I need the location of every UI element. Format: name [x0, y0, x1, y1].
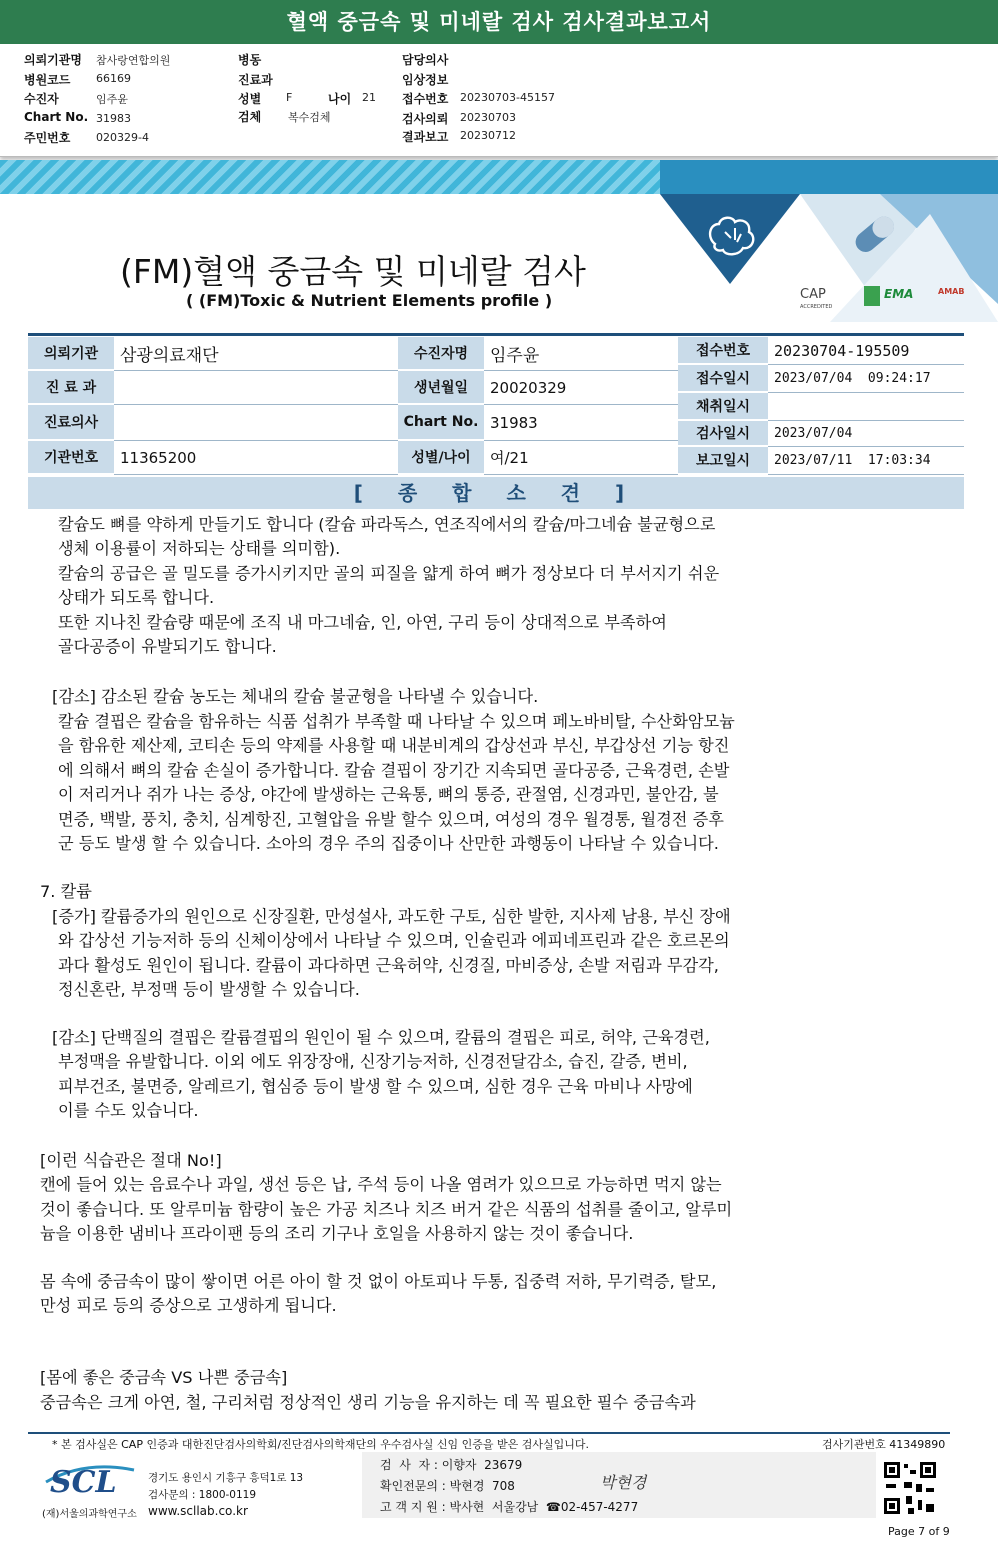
request-date-label: 검사의뢰: [402, 112, 449, 126]
request-date-value: 20230703: [460, 111, 516, 124]
lm-logo: [864, 286, 880, 306]
info-label-doctor: 진료의사: [28, 405, 114, 441]
info-label-tested: 검사일시: [678, 421, 768, 447]
section-heading: [이런 식습관은 절대 No!]: [40, 1151, 222, 1170]
page-number: Page 7 of 9: [888, 1525, 950, 1538]
body-line: 몸 속에 중금속이 많이 쌓이면 어른 아이 할 것 없이 아토피나 두통, 집중력 저하, 무기력증, 탈모,: [40, 1272, 717, 1291]
report-date-label: 결과보고: [402, 130, 449, 144]
body-line: 정신혼란, 부정맥 등이 발생할 수 있습니다.: [58, 980, 360, 999]
hospital-name-label: 의뢰기관명: [24, 53, 82, 67]
scl-website: www.scllab.co.kr: [148, 1504, 248, 1518]
accession-value: 20230703-45157: [460, 91, 555, 104]
resident-no-label: 주민번호: [24, 131, 71, 145]
footer-rule: [28, 1432, 950, 1434]
info-label-accession: 접수번호: [678, 337, 768, 365]
info-value-doctor: [114, 405, 398, 441]
body-line: 캔에 들어 있는 음료수나 과일, 생선 등은 납, 주석 등이 나올 염려가 있으므로 가능하면 먹지 않는: [40, 1175, 722, 1194]
info-label-institution: 의뢰기관: [28, 337, 114, 371]
info-label-reported: 보고일시: [678, 447, 768, 475]
info-value-department: [114, 371, 398, 405]
body-line: 이 저리거나 쥐가 나는 증상, 야간에 발생하는 근육통, 뼈의 통증, 관절염, 신경과민, 불안감, 불: [58, 785, 719, 804]
body-line: 것이 좋습니다. 또 알루미늄 함량이 높은 가공 치즈나 치즈 버거 같은 식품의 섭취를 줄이고, 알루미: [40, 1200, 733, 1219]
body-line: 늄을 이용한 냄비나 프라이팬 등의 조리 기구나 호일을 사용하지 않는 것이 좋습니다.: [40, 1224, 634, 1243]
info-value-tested: 2023/07/04: [768, 421, 964, 447]
resident-no-value: 020329-4: [96, 131, 149, 144]
scl-logo-text: SCL: [50, 1465, 117, 1500]
certification-note: * 본 검사실은 CAP 인증과 대한진단검사의학회/진단검사의학재단의 우수검사실 신임 인증을 받은 검사실입니다.: [52, 1438, 590, 1451]
info-value-chart-no: 31983: [484, 405, 678, 441]
doctor-label: 담당의사: [402, 53, 449, 67]
chart-no-value: 31983: [96, 112, 131, 125]
info-value-birthdate: 20020329: [484, 371, 678, 405]
body-line: [감소] 감소된 칼슘 농도는 체내의 칼슘 불균형을 나타낼 수 있습니다.: [52, 687, 539, 706]
summary-header: [ 종 합 소 견 ]: [28, 477, 964, 509]
body-line: 중금속은 크게 아연, 철, 구리처럼 정상적인 생리 기능을 유지하는 데 꼭 필요한 필수 중금속과: [40, 1393, 696, 1412]
body-line: 생체 이용률이 저하되는 상태를 의미함).: [58, 539, 341, 558]
hospital-code-value: 66169: [96, 72, 131, 85]
info-label-sex-age: 성별/나이: [398, 441, 484, 475]
info-value-patient-name: 임주윤: [484, 337, 678, 371]
info-value-accession: 20230704-195509: [768, 337, 964, 365]
section-heading: [몸에 좋은 중금속 VS 나쁜 중금속]: [40, 1368, 288, 1387]
info-label-chart-no: Chart No.: [398, 405, 484, 441]
report-date-value: 20230712: [460, 129, 516, 142]
ema-logo: EMA: [884, 287, 914, 301]
report-banner-title: 혈액 중금속 및 미네랄 검사 검사결과보고서: [0, 0, 998, 44]
body-line: [증가] 칼륨증가의 원인으로 신장질환, 만성설사, 과도한 구토, 심한 발한, 지사제 남용, 부신 장애: [52, 907, 731, 926]
body-line: 또한 지나친 칼슘량 때문에 조직 내 마그네슘, 인, 아연, 구리 등이 상대적으로 부족하여: [58, 613, 667, 632]
cap-accredited-text: ACCREDITED: [800, 304, 833, 310]
sex-label: 성별: [238, 92, 262, 106]
scl-name: (재)서울의과학연구소: [42, 1509, 137, 1520]
info-label-department: 진 료 과: [28, 371, 114, 405]
info-value-org-number: 11365200: [114, 441, 398, 475]
scl-logo: [44, 1456, 136, 1500]
info-label-received: 접수일시: [678, 365, 768, 393]
specimen-value: 복수검체: [288, 111, 331, 124]
body-line: 면증, 백발, 풍치, 충치, 심계항진, 고혈압을 유발 할수 있으며, 여성의 경우 월경통, 월경전 증후: [58, 810, 724, 829]
ward-label: 병동: [238, 53, 262, 67]
body-line: 피부건조, 불면증, 알레르기, 협심증 등이 발생 할 수 있으며, 심한 경우 근육 마비나 사망에: [58, 1077, 693, 1096]
section-heading: 7. 칼륨: [40, 882, 92, 901]
body-line: 와 갑상선 기능저하 등의 신체이상에서 나타날 수 있으며, 인슐린과 에피네프린과 같은 호르몬의: [58, 931, 730, 950]
decorative-stripe: [0, 160, 660, 194]
info-value-reported: 2023/07/11 17:03:34: [768, 447, 964, 475]
body-line: 상태가 되도록 합니다.: [58, 588, 215, 607]
hospital-code-label: 병원코드: [24, 73, 71, 87]
patient-label: 수진자: [24, 92, 59, 106]
header-triangle-dark: [660, 194, 800, 284]
body-line: 부정맥을 유발합니다. 이외 에도 위장장애, 신장기능저하, 신경전달감소, 습진, 갈증, 변비,: [58, 1052, 688, 1071]
body-line: 칼슘 결핍은 칼슘을 함유하는 식품 섭취가 부족할 때 나타날 수 있으며 페노바비탈, 수산화암모늄: [58, 712, 735, 731]
cap-logo: CAP: [800, 287, 826, 302]
accession-label: 접수번호: [402, 92, 449, 106]
report-title: (FM)혈액 중금속 및 미네랄 검사: [120, 252, 586, 291]
staff-tester: 검 사 자 : 이향자 23679: [380, 1458, 523, 1472]
body-line: 과다 활성도 원인이 됩니다. 칼륨이 과다하면 근육허약, 신경질, 마비증상, 손발 저림과 무감각,: [58, 956, 719, 975]
body-line: 만성 피로 등의 증상으로 고생하게 됩니다.: [40, 1296, 337, 1315]
info-label-org-number: 기관번호: [28, 441, 114, 475]
scl-phone: 검사문의 : 1800-0119: [148, 1489, 257, 1501]
age-label: 나이: [328, 92, 352, 106]
org-number: 검사기관번호 41349890: [822, 1438, 946, 1451]
department-label: 진료과: [238, 73, 273, 87]
body-line: 이를 수도 있습니다.: [58, 1101, 199, 1120]
signature: 박현경: [600, 1473, 647, 1492]
body-line: 칼슘도 뼈를 약하게 만들기도 합니다 (칼슘 파라독스, 연조직에서의 칼슘/마그네슘 불균형으로: [58, 515, 716, 534]
info-value-sex-age: 여/21: [484, 441, 678, 475]
clinical-info-label: 임상정보: [402, 73, 449, 87]
qr-code-icon: [882, 1460, 938, 1516]
chart-no-label: Chart No.: [24, 110, 89, 124]
info-label-birthdate: 생년월일: [398, 371, 484, 405]
info-value-institution: 삼광의료재단: [114, 337, 398, 371]
info-label-collected: 채취일시: [678, 393, 768, 421]
patient-value: 임주윤: [96, 93, 128, 106]
body-line: 골다공증이 유발되기도 합니다.: [58, 637, 277, 656]
info-value-collected: [768, 393, 964, 421]
report-subtitle: ( (FM)Toxic & Nutrient Elements profile ): [186, 291, 553, 310]
amab-logo: AMAB: [938, 287, 965, 296]
patient-header: [0, 44, 998, 157]
staff-specialist: 확인전문의 : 박현경 708: [380, 1479, 515, 1493]
body-line: 을 함유한 제산제, 코티손 등의 약제를 사용할 때 내분비계의 갑상선과 부신, 부갑상선 기능 항진: [58, 736, 730, 755]
hospital-name-value: 참사랑연합의원: [96, 54, 171, 67]
age-value: 21: [362, 91, 376, 104]
body-line: 칼슘의 공급은 골 밀도를 증가시키지만 골의 피질을 얇게 하여 뼈가 정상보다 더 부서지기 쉬운: [58, 564, 720, 583]
specimen-label: 검체: [238, 110, 262, 124]
scl-address: 경기도 용인시 기흥구 흥덕1로 13: [148, 1472, 304, 1484]
sex-value: F: [286, 91, 293, 104]
info-value-received: 2023/07/04 09:24:17: [768, 365, 964, 393]
body-line: 에 의해서 뼈의 칼슘 손실이 증가합니다. 칼슘 결핍이 장기간 지속되면 골다공증, 근육경련, 손발: [58, 761, 730, 780]
header-graphic: [650, 194, 998, 322]
table-top-rule: [28, 333, 964, 336]
staff-support: 고 객 지 원 : 박사현 서울강남 ☎02-457-4277: [380, 1500, 639, 1514]
decorative-stripe-right: [660, 160, 998, 194]
info-label-patient-name: 수진자명: [398, 337, 484, 371]
body-line: [감소] 단백질의 결핍은 칼륨결핍의 원인이 될 수 있으며, 칼륨의 결핍은 피로, 허약, 근육경련,: [52, 1028, 710, 1047]
body-line: 군 등도 발생 할 수 있습니다. 소아의 경우 주의 집중이나 산만한 과행동이 나타날 수 있습니다.: [58, 834, 719, 853]
